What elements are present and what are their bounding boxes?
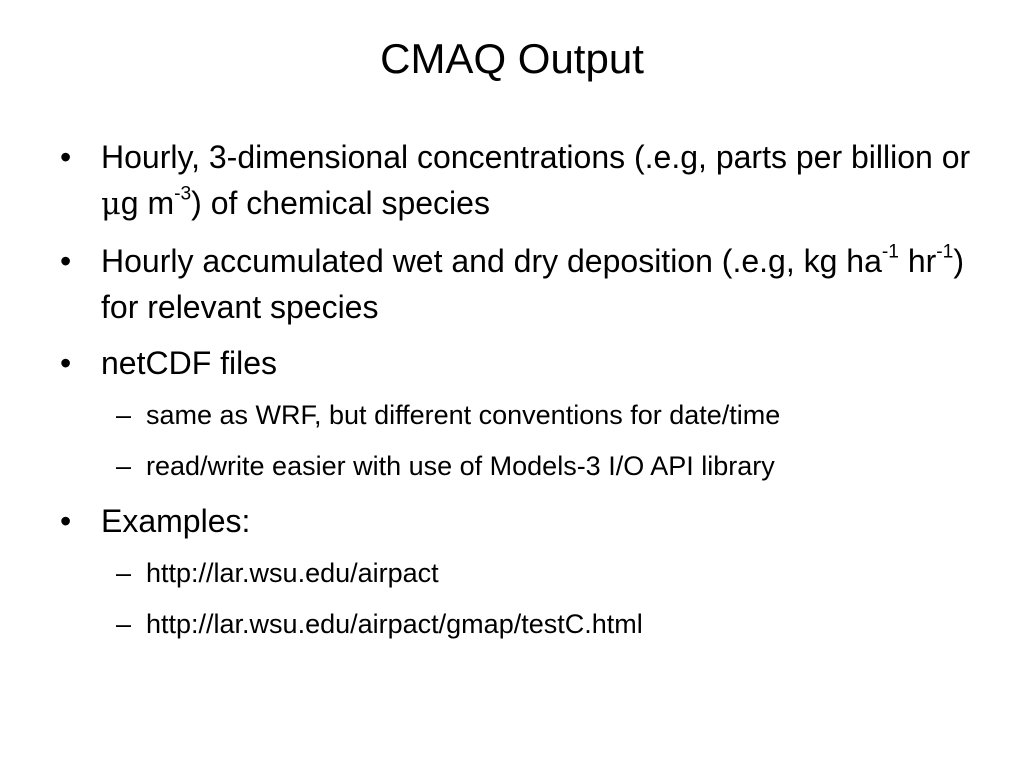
bullet-marker: •: [60, 345, 72, 381]
bullet-concentrations: [60, 134, 980, 228]
bullet-marker: •: [60, 139, 72, 175]
sub-bullet-io-api: [116, 447, 980, 485]
superscript-exponent: -1: [881, 241, 899, 263]
bullet-text-unit: g m: [120, 185, 175, 221]
bullet-text-tail: ) of chemical species: [191, 185, 490, 221]
bullet-text-tail: ) for relevant species: [101, 243, 964, 325]
dash-marker: –: [116, 451, 132, 481]
slide-body: [60, 134, 980, 656]
dash-marker: –: [116, 558, 132, 588]
dash-marker: –: [116, 400, 132, 430]
bullet-text: netCDF files: [101, 345, 278, 381]
mu-symbol: μ: [101, 187, 121, 222]
sub-bullet-wrf: [116, 396, 980, 434]
bullet-examples: [60, 498, 980, 544]
bullet-netcdf: [60, 340, 980, 386]
slide-title: CMAQ Output: [380, 35, 644, 82]
bullet-text: Hourly accumulated wet and dry deposition (.e.g, kg ha: [101, 243, 882, 279]
bullet-text-unit: hr: [898, 243, 937, 279]
bullet-marker: •: [60, 503, 72, 539]
dash-marker: –: [116, 609, 132, 639]
sub-bullet-link-gmap: [116, 605, 980, 643]
airpact-link[interactable]: http://lar.wsu.edu/airpact: [146, 558, 439, 588]
bullet-text: Hourly, 3-dimensional concentrations (.e.g, parts per billion or: [101, 139, 971, 175]
bullet-deposition: [60, 238, 980, 330]
sub-bullet-text: read/write easier with use of Models-3 I/O API library: [146, 451, 775, 481]
sub-bullet-link-airpact: [116, 554, 980, 592]
bullet-text: Examples:: [101, 503, 251, 539]
bullet-marker: •: [60, 243, 72, 279]
superscript-exponent: -1: [936, 241, 954, 263]
gmap-link[interactable]: http://lar.wsu.edu/airpact/gmap/testC.html: [146, 609, 643, 639]
superscript-exponent: -3: [174, 183, 192, 205]
sub-bullet-text: same as WRF, but different conventions for date/time: [146, 400, 781, 430]
